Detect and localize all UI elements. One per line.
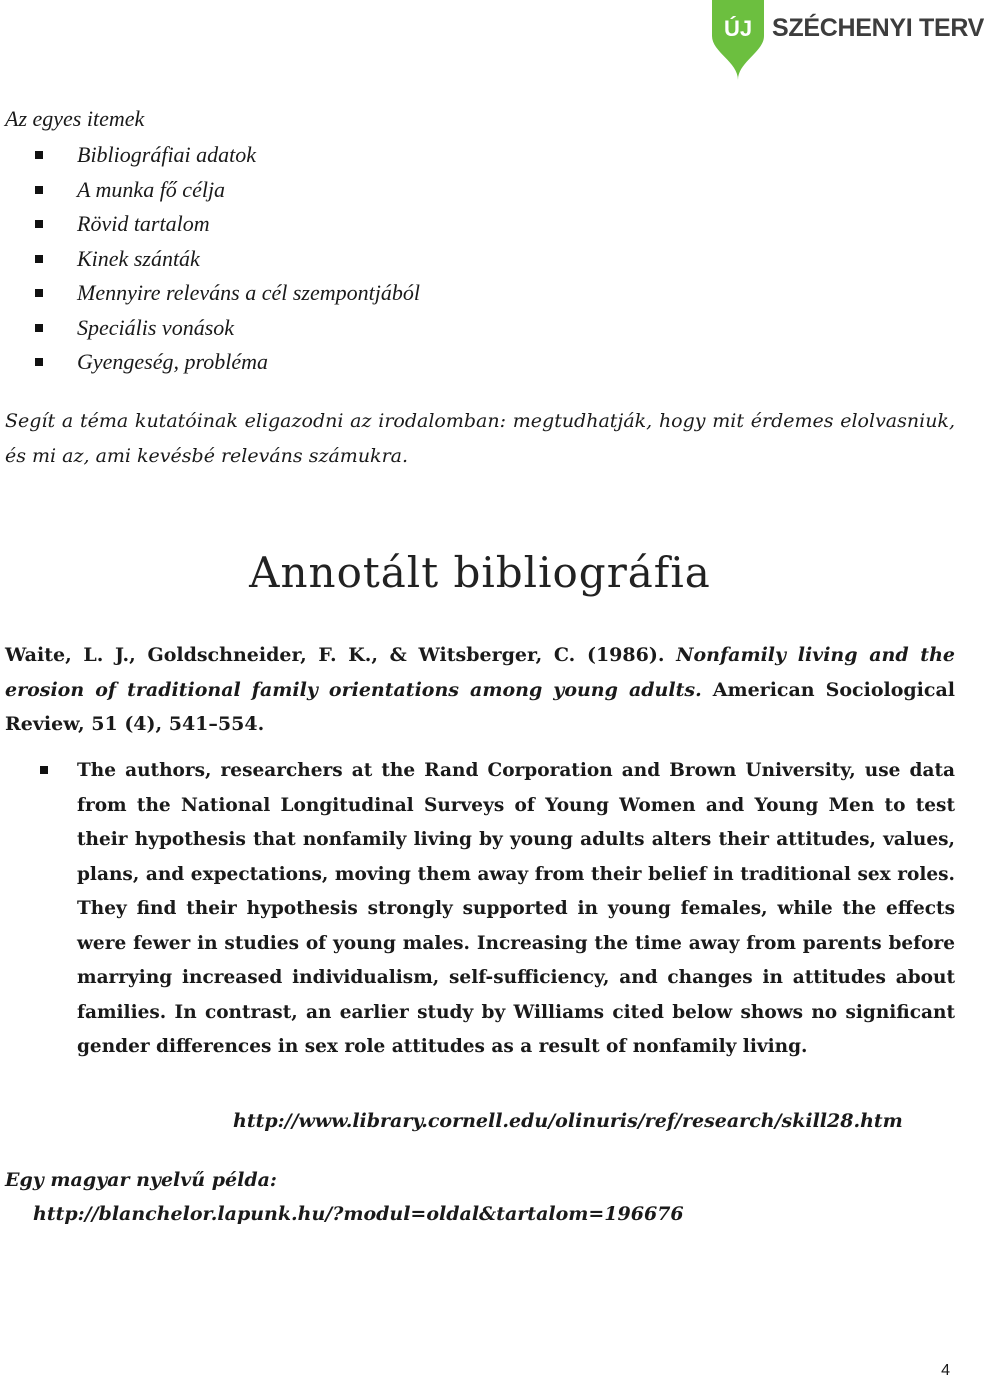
list-item: Rövid tartalom bbox=[35, 209, 420, 244]
citation-title: Nonfamily living and the erosion of traditional family orientations among young adults. bbox=[5, 644, 955, 701]
citation-authors: Waite, L. J., Goldschneider, F. K., & Witsberger, C. (1986). bbox=[5, 644, 677, 666]
hungarian-example-label: Egy magyar nyelvű példa: bbox=[5, 1169, 277, 1191]
list-item: Mennyire releváns a cél szempontjából bbox=[35, 278, 420, 313]
bullet-square-icon bbox=[35, 358, 43, 366]
szechenyi-terv-logo bbox=[708, 0, 984, 62]
bullet-square-icon bbox=[40, 766, 48, 774]
bullet-square-icon bbox=[35, 324, 43, 332]
item-list bbox=[35, 140, 420, 382]
bullet-square-icon bbox=[35, 151, 43, 159]
list-item: Kinek szánták bbox=[35, 244, 420, 279]
bullet-square-icon bbox=[35, 255, 43, 263]
map-pin-icon bbox=[708, 0, 768, 80]
source-link[interactable]: http://www.library.cornell.edu/olinuris/ref/research/skill28.htm bbox=[233, 1110, 903, 1132]
citation-journal: American Sociological Review, 51 (4), 541–554. bbox=[5, 678, 955, 735]
annotation-paragraph: The authors, researchers at the Rand Corporation and Brown University, use data from the National Longitudinal Surveys of Young Women and Young Men to test their hypothesis that nonfamily living by young adults alters their attitudes, values, plans, and expectations, moving them away from their belief in traditional sex roles. They find their hypothesis strongly supported in young females, while the effects were fewer in studies of young males. Increasing the time away from parents before marrying increased individualism, self-sufficiency, and changes in attitudes about families. In contrast, an earlier study by Williams cited below shows no significant gender differences in sex role attitudes as a result of nonfamily living. bbox=[77, 760, 955, 1057]
hungarian-example-link[interactable]: http://blanchelor.lapunk.hu/?modul=oldal&tartalom=196676 bbox=[33, 1203, 684, 1225]
bullet-square-icon bbox=[35, 289, 43, 297]
logo-text: SZÉCHENYI TERV bbox=[772, 14, 984, 42]
citation bbox=[5, 638, 955, 742]
list-item: Gyengeség, probléma bbox=[35, 347, 420, 382]
list-item: A munka fő célja bbox=[35, 175, 420, 210]
bullet-square-icon bbox=[35, 220, 43, 228]
page-number: 4 bbox=[941, 1362, 950, 1379]
svg-text:ÚJ: ÚJ bbox=[723, 16, 753, 41]
description-paragraph: Segít a téma kutatóinak eligazodni az irodalomban: megtudhatják, hogy mit érdemes elolvasniuk, és mi az, ami kevésbé releváns számukra. bbox=[5, 410, 955, 467]
list-item: Bibliográfiai adatok bbox=[35, 140, 420, 175]
bullet-square-icon bbox=[35, 186, 43, 194]
section-heading: Annotált bibliográfia bbox=[249, 548, 711, 597]
intro-text: Az egyes itemek bbox=[5, 106, 145, 131]
list-item: Speciális vonások bbox=[35, 313, 420, 348]
